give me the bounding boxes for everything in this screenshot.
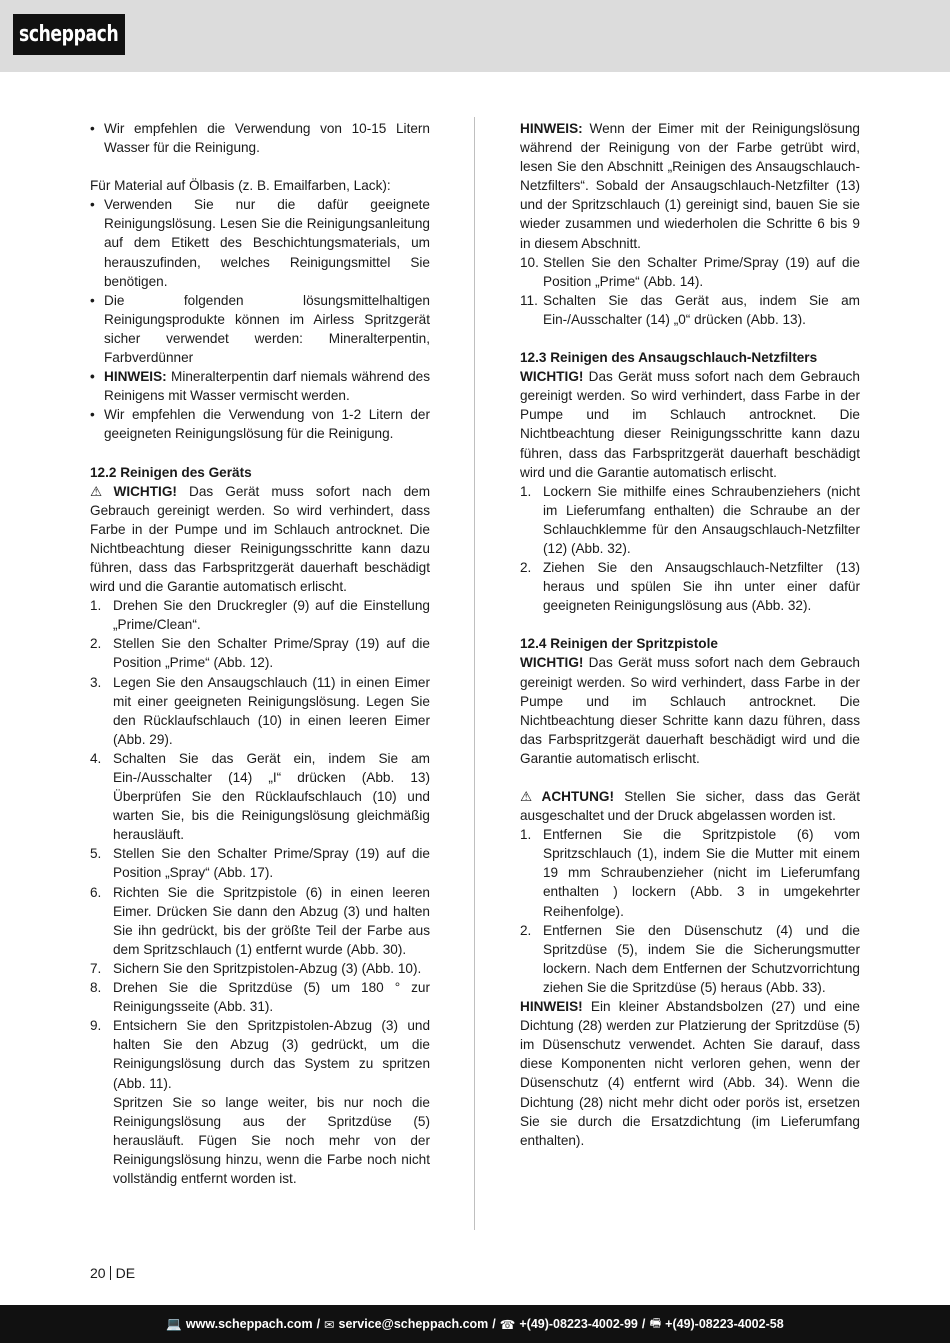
page-number-value: 20 xyxy=(90,1265,106,1281)
note-text: Wenn der Eimer mit der Reinigungslösung während der Reinigung von der Farbe getrübt wird, lesen Sie den Abschnitt „Reinigen des Ansaugschlauch-Netzfilters“. Sobald der Ansaugschlauch-Netzfilter (13) und der Spritzschlauch (1) gereinigt sind, bauen Sie sie wieder zusammen und wiederholen die Schritte 6 bis 9 in diesem Abschnitt. xyxy=(520,121,860,251)
spray-gun-steps-list xyxy=(520,825,860,997)
numbered-step xyxy=(520,482,860,558)
caution-paragraph xyxy=(520,787,860,825)
important-paragraph xyxy=(520,653,860,768)
step-number: 9. xyxy=(90,1018,102,1034)
note-text: Ein kleiner Abstandsbolzen (27) und eine Dichtung (28) werden zur Platzierung der Spritzdüse (5) im Düsenschutz verwendet. Achten Sie darauf, dass diese Komponenten nicht verloren gehen, wenn der Düsenschutz (4) entfernt wird (Abb. 34). Wenn die Dichtung (28) nicht mehr dicht oder porös ist, ersetzen Sie sie durch die Ersatzdichtung (im Lieferumfang enthalten). xyxy=(520,999,860,1148)
step-text: Drehen Sie den Druckregler (9) auf die Einstellung „Prime/Clean“. xyxy=(113,598,430,633)
computer-icon: 💻 xyxy=(166,1316,182,1331)
footer-email[interactable]: service@scheppach.com xyxy=(338,1317,489,1331)
important-label: WICHTIG! xyxy=(520,655,584,671)
caution-label: ACHTUNG! xyxy=(541,789,615,804)
numbered-step xyxy=(520,253,860,291)
brand-logo: scheppach xyxy=(13,14,125,55)
numbered-step xyxy=(520,291,860,329)
note-label: HINWEIS! xyxy=(520,999,583,1015)
warning-icon: ⚠ xyxy=(520,789,539,804)
numbered-step xyxy=(90,883,430,959)
step-text: Stellen Sie den Schalter Prime/Spray (19) auf die Position „Spray“ (Abb. 17). xyxy=(113,846,430,881)
section-heading-12-3: 12.3 Reinigen des Ansaugschlauch-Netzfilters xyxy=(520,350,818,366)
phone-icon: ☎ xyxy=(499,1317,516,1332)
section-heading-12-2: 12.2 Reinigen des Geräts xyxy=(90,464,252,480)
warning-icon: ⚠ xyxy=(90,483,111,499)
warning-paragraph xyxy=(90,482,430,597)
important-text: Das Gerät muss sofort nach dem Gebrauch gereinigt werden. So wird verhindert, dass Farbe in der Pumpe und im Schlauch antrocknet. Die Nichtbeachtung dieser Reinigungsschritte kann dazu führen, dass das Farbspritzgerät dauerhaft beschädigt wird und die Garantie automatisch erlischt. xyxy=(520,369,860,480)
section-heading-12-4: 12.4 Reinigen der Spritzpistole xyxy=(520,636,718,652)
step-text: Stellen Sie den Schalter Prime/Spray (19) auf die Position „Prime“ (Abb. 12). xyxy=(113,636,430,671)
cleaning-steps-list-continued xyxy=(520,253,860,329)
caution-text: Stellen Sie sicher, dass das Gerät ausgeschaltet und der Druck abgelassen worden ist. xyxy=(520,789,860,824)
numbered-step xyxy=(90,844,430,882)
bullet-item xyxy=(90,119,430,157)
page-number-separator xyxy=(110,1266,111,1280)
bullet-item xyxy=(90,291,430,367)
step-number: 2. xyxy=(90,636,102,652)
fax-icon: 🖷 xyxy=(649,1315,662,1330)
bullet-marker: • xyxy=(90,197,95,213)
step-number: 6. xyxy=(90,884,102,900)
step-number: 4. xyxy=(90,750,102,766)
important-paragraph xyxy=(520,367,860,482)
bullet-marker: • xyxy=(90,369,95,385)
right-column xyxy=(520,119,860,1150)
step-number: 3. xyxy=(90,674,102,690)
step-text: Ziehen Sie den Ansaugschlauch-Netzfilter (13) heraus und spülen Sie ihn unter einer dafür geeigneten Reinigungslösung aus (Abb. 32). xyxy=(543,560,860,614)
footer-website[interactable]: www.scheppach.com xyxy=(185,1317,313,1331)
numbered-step xyxy=(90,978,430,1016)
note-bullet xyxy=(90,367,430,405)
warning-label: WICHTIG! xyxy=(113,483,177,499)
note-paragraph xyxy=(520,119,860,253)
step-text: Entsichern Sie den Spritzpistolen-Abzug (3) und halten Sie den Abzug (3) gedrückt, um die Reinigungslösung durch das System zu spritzen (Abb. 11). xyxy=(113,1018,430,1091)
step-text: Richten Sie die Spritzpistole (6) in einen leeren Eimer. Drücken Sie dann den Abzug (3) und halten Sie ihn gedrückt, bis der größte Teil der Farbe aus dem Spritzschlauch (1) entfernt wurde (Abb. 30). xyxy=(113,884,430,957)
footer-contact-bar xyxy=(0,1305,950,1343)
bullet-marker: • xyxy=(90,121,95,136)
important-label: WICHTIG! xyxy=(520,369,584,385)
footer-separator: / xyxy=(492,1317,496,1331)
step-number: 8. xyxy=(90,980,102,996)
step-text: Lockern Sie mithilfe eines Schraubenziehers (nicht im Lieferumfang enthalten) die Schraube an der Schlauchklemme für den Ansaugschlauch-Netzfilter (12) (Abb. 32). xyxy=(543,483,860,556)
filter-steps-list xyxy=(520,482,860,616)
footer-separator: / xyxy=(316,1317,321,1331)
step-number: 7. xyxy=(90,960,102,976)
step-text: Legen Sie den Ansaugschlauch (11) in einen Eimer mit einer geeigneten Reinigungslösung. Legen Sie den Rücklaufschlauch (10) in einen leeren Eimer (Abb. 29). xyxy=(113,674,430,747)
footer-fax: +(49)-08223-4002-58 xyxy=(665,1317,784,1331)
bullet-text: Wir empfehlen die Verwendung von 1-2 Litern der geeigneten Reinigungslösung für die Reinigung. xyxy=(104,407,430,442)
numbered-step xyxy=(90,1016,430,1092)
bullet-marker: • xyxy=(90,292,95,308)
step-number: 5. xyxy=(90,846,102,862)
footer-phone: +(49)-08223-4002-99 xyxy=(519,1317,638,1331)
note-label: HINWEIS: xyxy=(520,121,583,136)
page-language: DE xyxy=(115,1265,136,1281)
note-text: Mineralterpentin darf niemals während des Reinigens mit Wasser vermischt werden. xyxy=(104,369,430,404)
numbered-step xyxy=(90,673,430,749)
bullet-item xyxy=(90,195,430,290)
step-text: Schalten Sie das Gerät ein, indem Sie am Ein-/Ausschalter (14) „I“ drücken (Abb. 13) Überprüfen Sie den Rücklaufschlauch (10) und warten Sie, bis die Reinigungslösung gleichmäßig herausläuft. xyxy=(113,750,430,843)
numbered-step xyxy=(520,921,860,997)
numbered-step xyxy=(90,634,430,672)
cleaning-steps-list xyxy=(90,596,430,1092)
bullet-text: Verwenden Sie nur die dafür geeignete Reinigungslösung. Lesen Sie die Reinigungsanleitung auf dem Etikett des Beschichtungsmaterials, um herauszufinden, welches Reinigungsmittel Sie benötigen. xyxy=(104,197,430,289)
numbered-step xyxy=(520,558,860,615)
oil-based-intro: Für Material auf Ölbasis (z. B. Emailfarben, Lack): xyxy=(90,178,391,194)
column-divider xyxy=(474,117,475,1230)
note-paragraph xyxy=(520,997,860,1150)
bullet-item xyxy=(90,405,430,443)
warning-text: Das Gerät muss sofort nach dem Gebrauch gereinigt werden. So wird verhindert, dass Farbe in der Pumpe und im Schlauch antrocknet. Die Nichtbeachtung dieser Reinigungsschritte kann dazu führen, dass das Farbspritzgerät dauerhaft beschädigt wird und die Garantie automatisch erlischt. xyxy=(90,483,431,595)
step-text: Drehen Sie die Spritzdüse (5) um 180 ° zur Reinigungsseite (Abb. 31). xyxy=(113,980,430,1015)
step-number: 10. xyxy=(520,254,539,270)
header-band xyxy=(0,0,950,72)
step-text: Schalten Sie das Gerät aus, indem Sie am Ein-/Ausschalter (14) „0“ drücken (Abb. 13). xyxy=(543,292,860,327)
step-number: 2. xyxy=(520,560,532,576)
step-text: Sichern Sie den Spritzpistolen-Abzug (3) (Abb. 10). xyxy=(113,960,422,976)
important-text: Das Gerät muss sofort nach dem Gebrauch gereinigt werden. So wird verhindert, dass Farbe in der Pumpe und im Schlauch antrocknet. Die Nichtbeachtung dieser Schritte kann dazu führen, dass das Farbspritzgerät dauerhaft beschädigt wird und die Garantie automatisch erlischt. xyxy=(520,655,860,766)
mail-icon: ✉ xyxy=(324,1317,335,1332)
bullet-text: Wir empfehlen die Verwendung von 10-15 Litern Wasser für die Reinigung. xyxy=(104,121,430,156)
footer-separator: / xyxy=(641,1317,646,1331)
numbered-step xyxy=(90,959,430,978)
page-number xyxy=(90,1265,135,1281)
note-label: HINWEIS: xyxy=(104,369,167,385)
step-number: 2. xyxy=(520,922,532,938)
step-number: 1. xyxy=(520,827,532,843)
step-text: Stellen Sie den Schalter Prime/Spray (19) auf die Position „Prime“ (Abb. 14). xyxy=(543,254,860,289)
numbered-step xyxy=(90,749,430,844)
bullet-text: Die folgenden lösungsmittelhaltigen Reinigungsprodukte können im Airless Spritzgerät sicher verwendet werden: Mineralterpentin, Farbverdünner xyxy=(104,292,430,366)
numbered-step xyxy=(520,825,860,920)
bullet-marker: • xyxy=(90,407,95,423)
step-continuation xyxy=(90,1093,430,1188)
step-9-continued: Spritzen Sie so lange weiter, bis nur noch die Reinigungslösung aus der Spritzdüse (5) herausläuft. Fügen Sie noch mehr von der Reinigungslösung hinzu, wenn die Farbe noch nicht vollständig entfernt worden ist. xyxy=(113,1094,430,1186)
left-column xyxy=(90,119,430,1188)
step-text: Entfernen Sie den Düsenschutz (4) und die Spritzdüse (5), indem Sie die Sicherungsmutter lockern. Nach dem Entfernen der Schutzvorrichtung ziehen Sie die Spritzdüse (5) heraus (Abb. 33). xyxy=(543,922,860,995)
step-number: 1. xyxy=(90,598,102,614)
step-number: 11. xyxy=(520,292,538,308)
step-number: 1. xyxy=(520,483,532,499)
step-text: Entfernen Sie die Spritzpistole (6) vom Spritzschlauch (1), indem Sie die Mutter mit einem 19 mm Schraubenzieher (nicht im Lieferumfang enthalten ) lockern (Abb. 3 in umgekehrter Reihenfolge). xyxy=(543,827,860,919)
numbered-step xyxy=(90,596,430,634)
